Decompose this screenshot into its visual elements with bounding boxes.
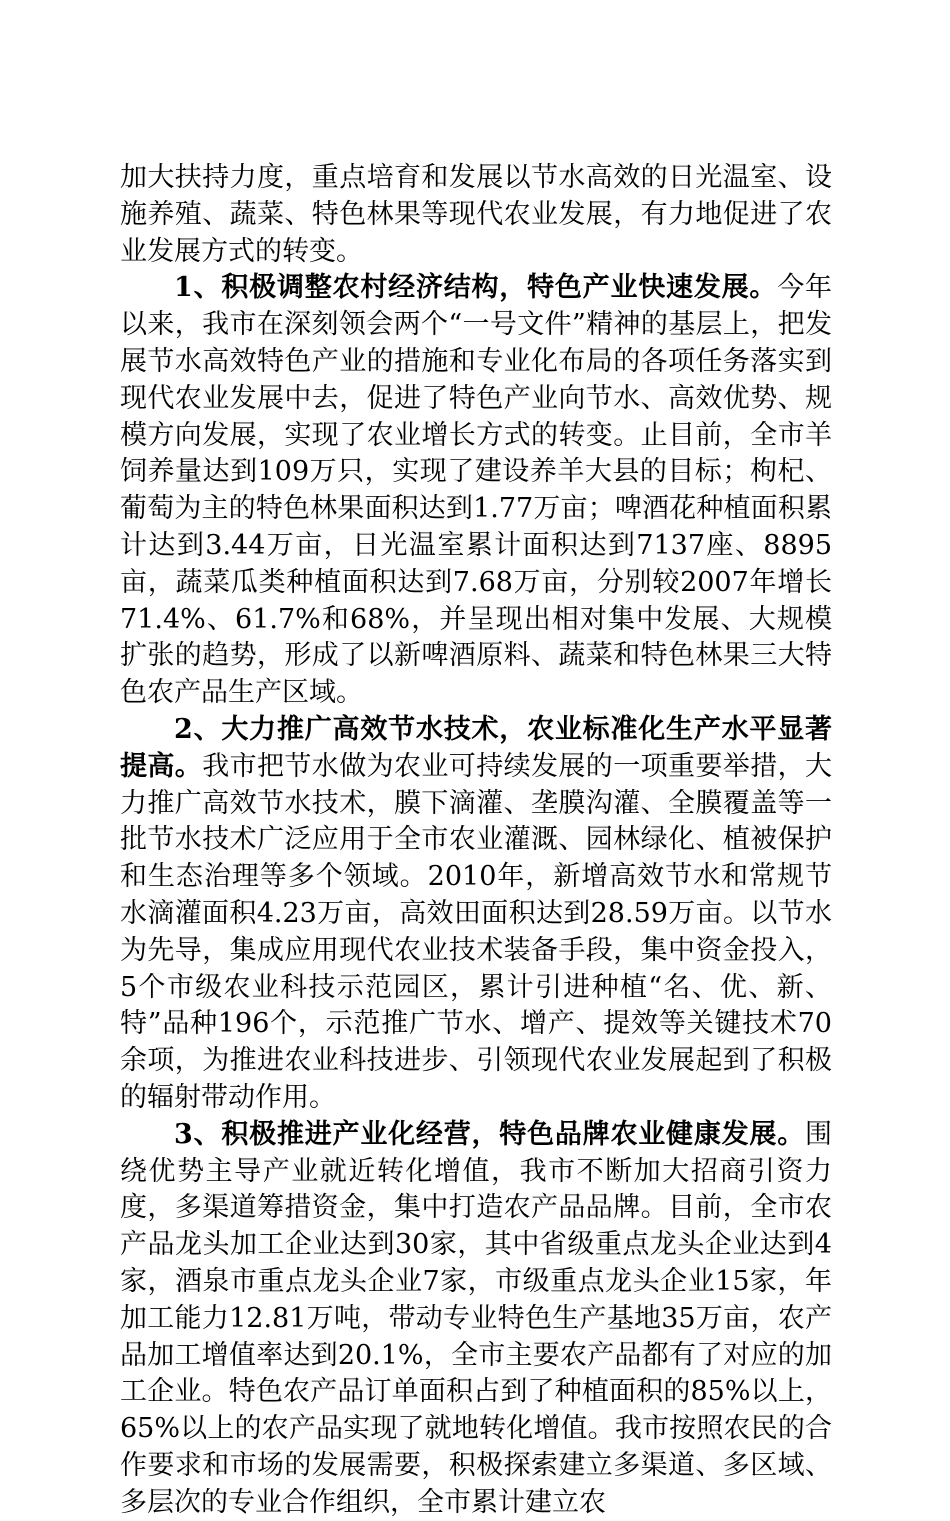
section-3-heading: 3、积极推进产业化经营，特色品牌农业健康发展。 [174,1118,805,1150]
section-2-text: 我市把节水做为农业可持续发展的一项重要举措，大力推广高效节水技术，膜下滴灌、垄膜沟灌、全膜覆盖等一批节水技术广泛应用于全市农业灌溉、园林绿化、植被保护和生态治理等多个领域。2010年，新增高效节水和常规节水滴灌面积4.23万亩，高效田面积达到28.59万亩。以节水为先导，集成应用现代农业技术装备手段，集中资金投入， 5个市级农业科技示范园区，累计引进种植“名、优、新、特”品种196个，示范推广节水、增产、提效等关键技术70余项，为推进农业科技进步、引领现代农业发展起到了积极的辐射带动作用。 [120,750,833,1113]
section-3-text: 围绕优势主导产业就近转化增值，我市不断加大招商引资力度，多渠道筹措资金，集中打造农产品品牌。目前，全市农产品龙头加工企业达到30家，其中省级重点龙头企业达到4家，酒泉市重点龙头企业7家，市级重点龙头企业15家，年加工能力12.81万吨，带动专业特色生产基地35万亩，农产品加工增值率达到20.1%，全市主要农产品都有了对应的加工企业。特色农产品订单面积占到了种植面积的85%以上，65%以上的农产品实现了就地转化增值。我市按照农民的合作要求和市场的发展需要，积极探索建立多渠道、多区域、多层次的专业合作组织，全市累计建立农 [120,1118,832,1518]
section-2-heading: 2、大力推广高效节水技术，农业标准化生产水平显著提高。 [120,713,832,782]
document-page [120,160,832,1521]
paragraph-section-1 [120,270,832,712]
paragraph-intro-text: 加大扶持力度，重点培育和发展以节水高效的日光温室、设施养殖、蔬菜、特色林果等现代农业发展，有力地促进了农业发展方式的转变。 [120,162,832,267]
paragraph-intro [120,160,832,270]
paragraph-section-2 [120,712,832,1117]
paragraph-section-3 [120,1117,832,1521]
section-1-heading: 1、积极调整农村经济结构，特色产业快速发展。 [174,272,778,304]
section-1-text: 今年以来，我市在深刻领会两个“一号文件”精神的基层上，把发展节水高效特色产业的措施和专业化布局的各项任务落实到现代农业发展中去，促进了特色产业向节水、高效优势、规模方向发展，实现了农业增长方式的转变。止目前，全市羊饲养量达到109万只，实现了建设养羊大县的目标；枸杞、葡萄为主的特色林果面积达到1.77万亩；啤酒花种植面积累计达到3.44万亩，日光温室累计面积达到7137座、8895亩，蔬菜瓜类种植面积达到7.68万亩，分别较2007年增长71.4%、61.7%和68%，并呈现出相对集中发展、大规模扩张的趋势，形成了以新啤酒原料、蔬菜和特色林果三大特色农产品生产区域。 [120,272,832,709]
